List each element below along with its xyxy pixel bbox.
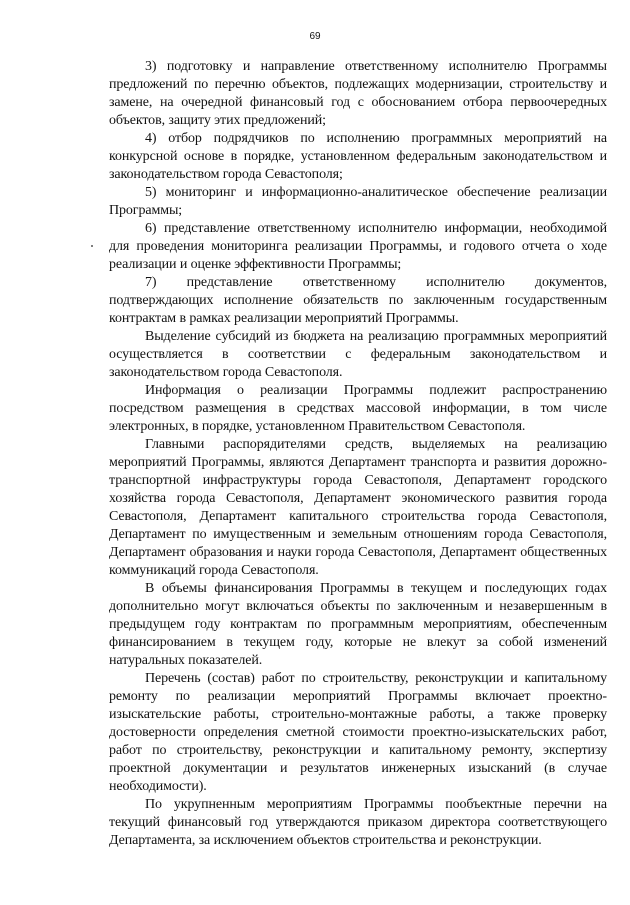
paragraph-financing-volumes: В объемы финансирования Программы в текущем и последующих годах дополнительно могут включаться объекты по заключенным и незавершенным в предыдущем году контрактам по программным мероприятиям, обеспеченным финансированием в текущем году, которые не влекут за собой изменений натуральных показателей. xyxy=(109,581,607,668)
page-number: 69 xyxy=(309,31,321,42)
document-body xyxy=(109,58,607,850)
paragraph-item-3: 3) подготовку и направление ответственному исполнителю Программы предложений по перечню объектов, подлежащих модернизации, строительству и замене, на очередной финансовый год с обоснованием отбора первоочередных объектов, защиту этих предложений; xyxy=(109,59,607,128)
scan-speck xyxy=(91,245,93,247)
paragraph-item-4: 4) отбор подрядчиков по исполнению программных мероприятий на конкурсной основе в порядке, установленном федеральным законодательством и законодательством города Севастополя; xyxy=(109,131,607,182)
paragraph-item-5: 5) мониторинг и информационно-аналитическое обеспечение реализации Программы; xyxy=(109,185,607,218)
paragraph-object-lists: По укрупненным мероприятиям Программы пообъектные перечни на текущий финансовый год утверждаются приказом директора соответствующего Департамента, за исключением объектов строительства и реконструкции. xyxy=(109,797,607,848)
paragraph-item-6: 6) представление ответственному исполнителю информации, необходимой для проведения мониторинга реализации Программы, и годового отчета о ходе реализации и оценке эффективности Программы; xyxy=(109,221,607,272)
paragraph-item-7: 7) представление ответственному исполнителю документов, подтверждающих исполнение обязательств по заключенным государственным контрактам в рамках реализации мероприятий Программы. xyxy=(109,275,607,326)
paragraph-information: Информация о реализации Программы подлежит распространению посредством размещения в средствах массовой информации, в том числе электронных, в порядке, установленном Правительством Севастополя. xyxy=(109,383,607,434)
paragraph-subsidies: Выделение субсидий из бюджета на реализацию программных мероприятий осуществляется в соответствии с федеральным законодательством и законодательством города Севастополя. xyxy=(109,329,607,380)
paragraph-budget-managers: Главными распорядителями средств, выделяемых на реализацию мероприятий Программы, являются Департамент транспорта и развития дорожно-транспортной инфраструктуры города Севастополя, Департамент городского хозяйства города Севастополя, Департамент экономического развития города Севастополя, Департамент капитального строительства города Севастополя, Департамент по имущественным и земельным отношениям города Севастополя, Департамент образования и науки города Севастополя, Департамент общественных коммуникаций города Севастополя. xyxy=(109,437,607,578)
paragraph-works-list: Перечень (состав) работ по строительству, реконструкции и капитальному ремонту по реализации мероприятий Программы включает проектно-изыскательские работы, строительно-монтажные работы, а также проверку достоверности определения сметной стоимости проектно-изыскательских работ, работ по строительству, реконструкции и капитальному ремонту, экспертизу проектной документации и результатов инженерных изысканий (в случае необходимости). xyxy=(109,671,607,794)
